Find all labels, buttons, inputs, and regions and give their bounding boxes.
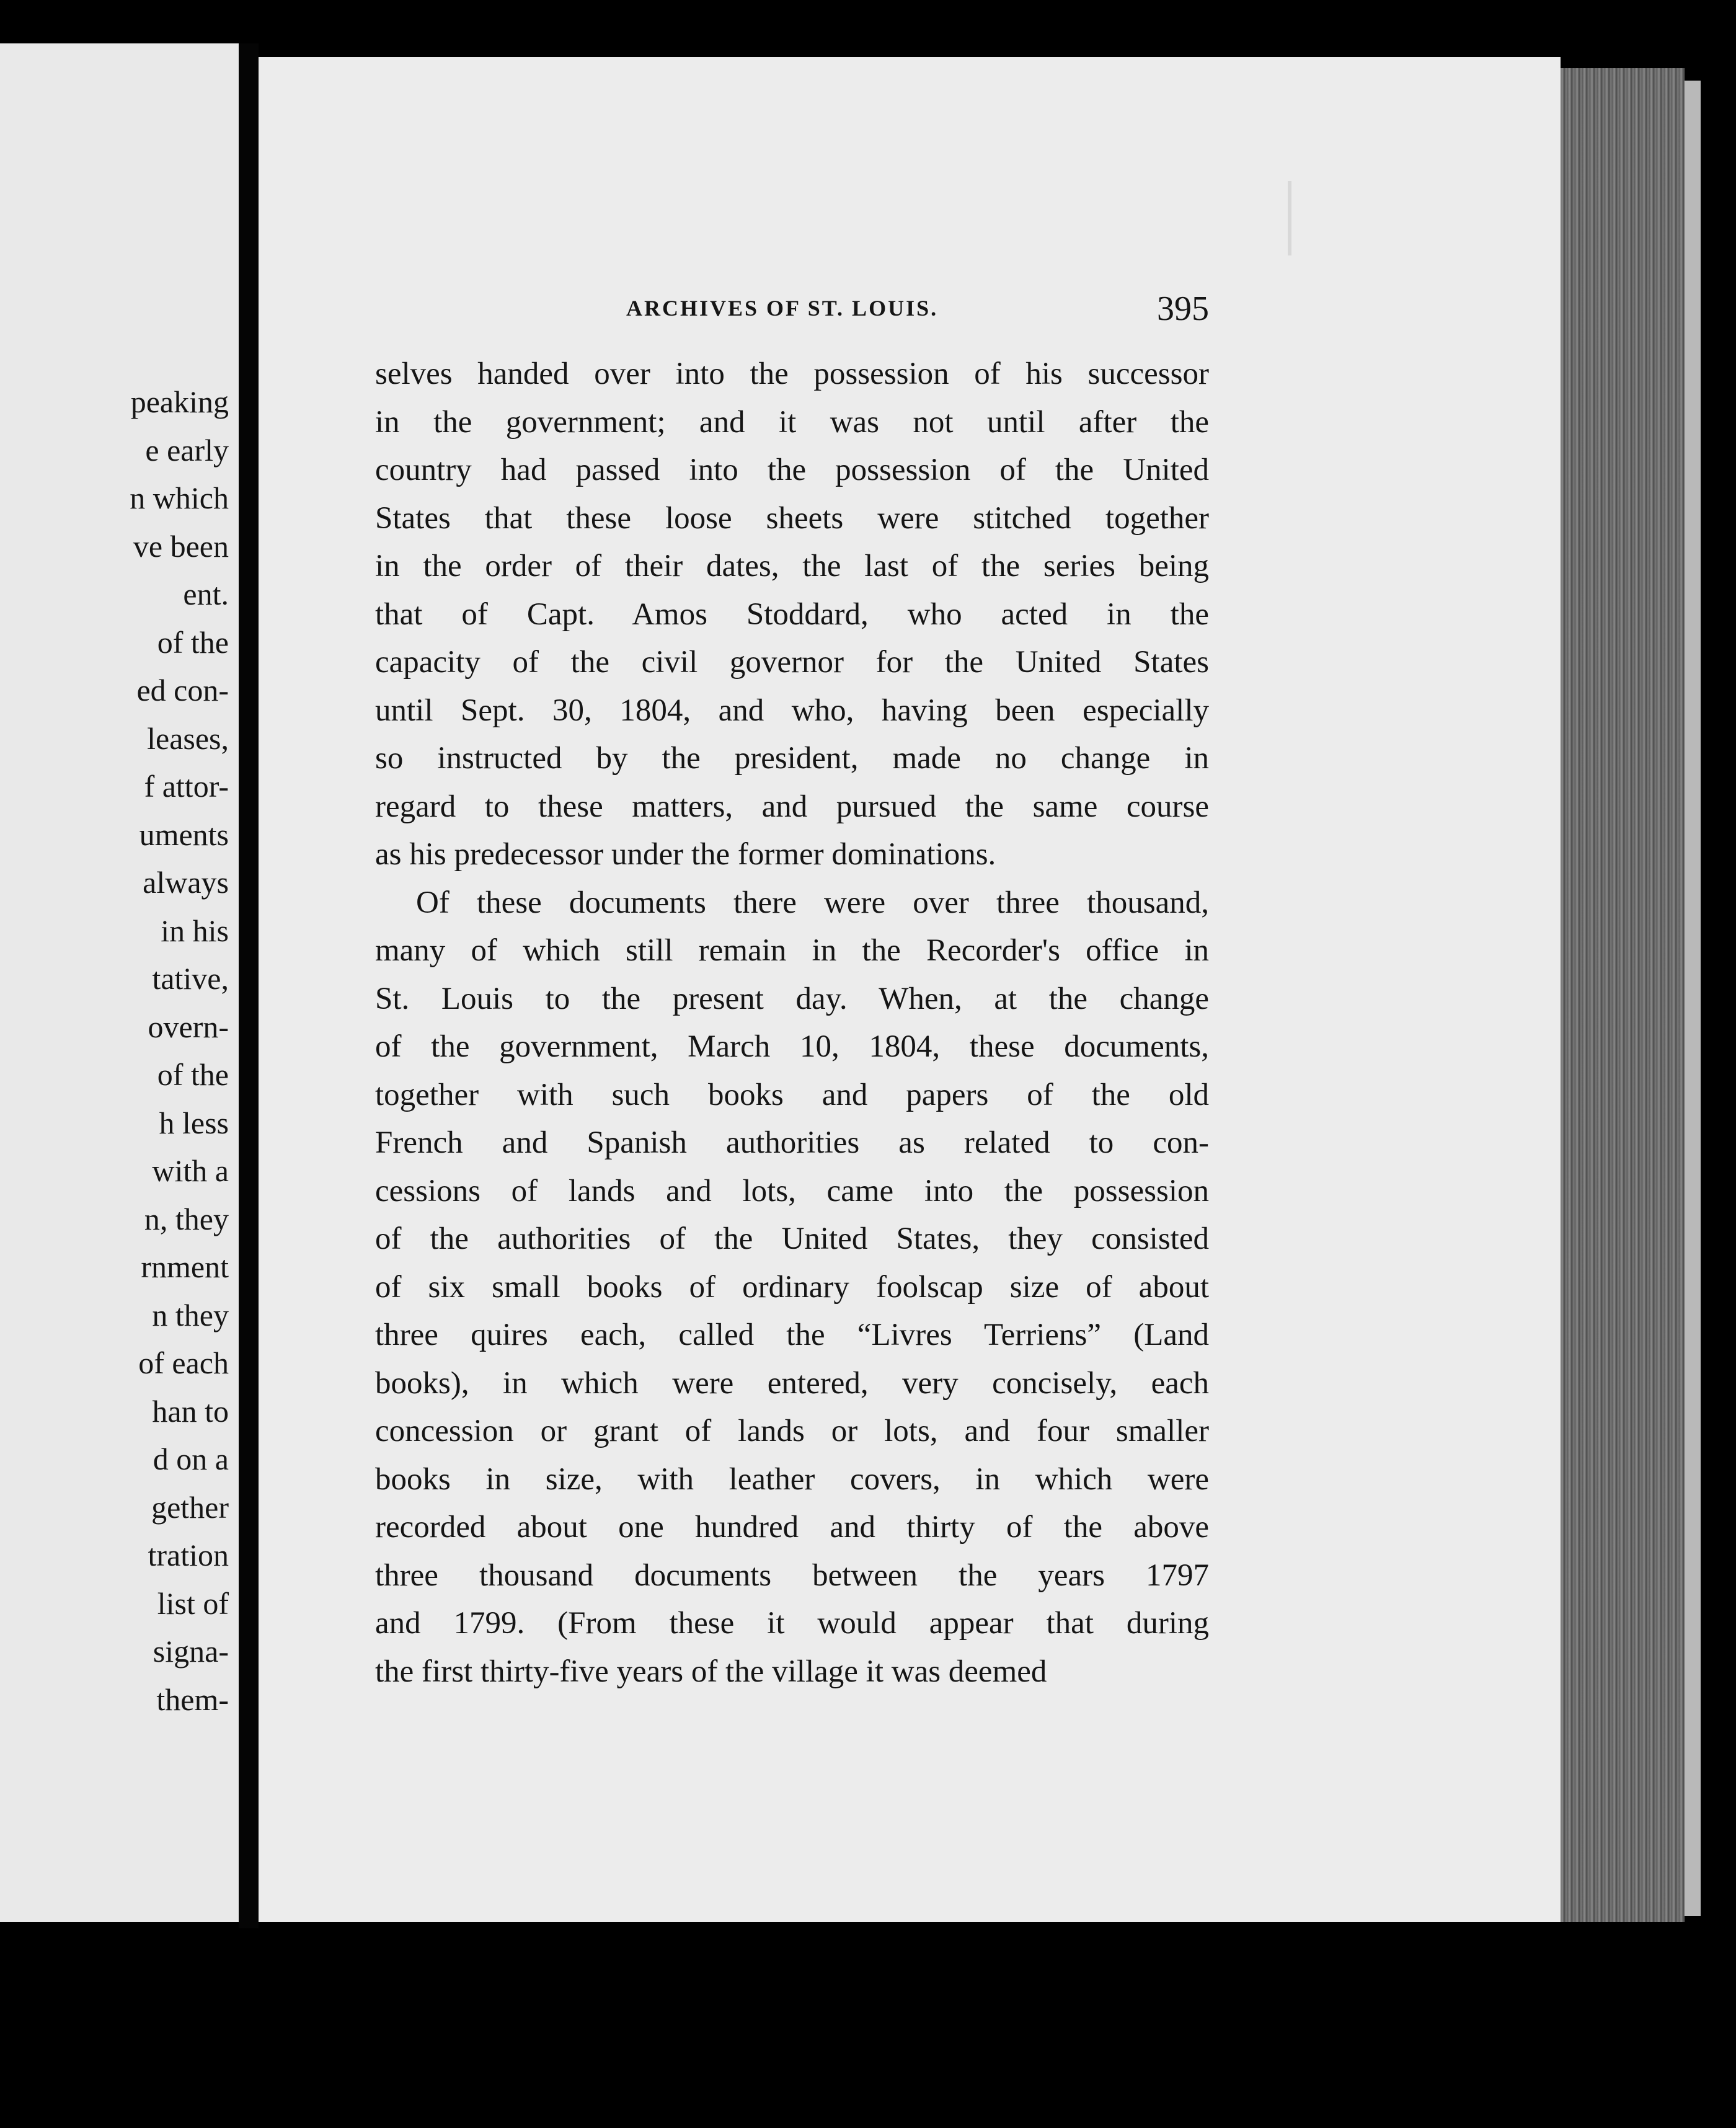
page-edges-outer — [1685, 81, 1701, 1916]
line-fragment: rnment — [141, 1249, 229, 1284]
line-fragment: peaking — [130, 384, 229, 419]
line-fragment: in his — [161, 913, 229, 948]
text-line: until Sept. 30, 1804, and who, having been especially — [375, 693, 1209, 728]
line-fragment: always — [143, 865, 229, 900]
text-line: recorded about one hundred and thirty of the above — [375, 1510, 1209, 1545]
line-fragment: ve been — [133, 528, 229, 564]
line-fragment: them- — [156, 1682, 229, 1717]
text-line: as his predecessor under the former dominations. — [375, 837, 996, 872]
text-line: so instructed by the president, made no change in — [375, 741, 1209, 776]
line-fragment: of each — [138, 1346, 229, 1380]
text-line: of the authorities of the United States, they consisted — [375, 1221, 1209, 1256]
text-line: that of Capt. Amos Stoddard, who acted in the — [375, 596, 1209, 632]
text-line: three quires each, called the “Livres Terriens” (Land — [375, 1318, 1209, 1352]
text-line: books in size, with leather covers, in which were — [375, 1461, 1209, 1497]
scan-artifact — [1288, 181, 1291, 255]
previous-page-fragment — [0, 43, 239, 1922]
running-head — [366, 291, 1209, 329]
line-fragment: tative, — [152, 961, 229, 996]
text-line: of six small books of ordinary foolscap size of about — [375, 1269, 1209, 1305]
text-line: St. Louis to the present day. When, at the change — [375, 981, 1209, 1016]
text-line: together with such books and papers of the old — [375, 1077, 1209, 1112]
line-fragment: ed con- — [136, 673, 229, 707]
line-fragment: leases, — [147, 720, 229, 756]
text-line: three thousand documents between the years 1797 — [375, 1558, 1209, 1593]
text-line: in the order of their dates, the last of the series being — [375, 549, 1209, 583]
page-body — [375, 350, 1209, 1696]
line-fragment: han to — [152, 1393, 229, 1429]
line-fragment: gether — [151, 1489, 229, 1525]
text-line: in the government; and it was not until after the — [375, 404, 1209, 440]
running-title: ARCHIVES OF ST. LOUIS. — [626, 296, 939, 321]
line-fragment: uments — [139, 817, 229, 852]
text-line: many of which still remain in the Recorder's office in — [375, 933, 1209, 968]
paragraph-2 — [375, 879, 1209, 1696]
line-fragment: signa- — [153, 1634, 229, 1669]
line-fragment: e early — [145, 432, 229, 468]
line-fragment: of the — [157, 624, 229, 660]
line-fragment: tration — [148, 1538, 229, 1572]
line-fragment: h less — [159, 1105, 229, 1140]
text-line: cessions of lands and lots, came into the possession — [375, 1173, 1209, 1208]
line-fragment: n, they — [144, 1201, 229, 1236]
text-line: the first thirty-five years of the village it was deemed — [375, 1654, 1047, 1689]
text-line: selves handed over into the possession of his successor — [375, 357, 1209, 391]
line-fragment: of the — [157, 1057, 229, 1092]
text-line: States that these loose sheets were stitched together — [375, 500, 1209, 536]
line-fragment: f attor- — [144, 769, 229, 804]
text-line: books), in which were entered, very concisely, each — [375, 1365, 1209, 1401]
text-line: Of these documents there were over three thousand, — [416, 885, 1209, 920]
previous-page-text — [130, 378, 229, 1724]
text-line: capacity of the civil governor for the United States — [375, 645, 1209, 680]
text-line: and 1799. (From these it would appear that during — [375, 1606, 1209, 1641]
line-fragment: list of — [157, 1585, 229, 1621]
page-number: 395 — [1157, 290, 1209, 328]
text-line: French and Spanish authorities as related to con- — [375, 1125, 1209, 1160]
line-fragment: d on a — [153, 1442, 229, 1476]
book-gutter — [239, 43, 259, 1928]
line-fragment: overn- — [148, 1009, 229, 1044]
paragraph-1 — [375, 350, 1209, 879]
text-line: regard to these matters, and pursued the same course — [375, 789, 1209, 824]
text-line: of the government, March 10, 1804, these documents, — [375, 1029, 1209, 1064]
text-line: concession or grant of lands or lots, and four smaller — [375, 1414, 1209, 1448]
text-line: country had passed into the possession of the United — [375, 453, 1209, 487]
line-fragment: n they — [152, 1297, 229, 1332]
page-edges — [1561, 68, 1685, 1922]
line-fragment: with a — [152, 1153, 229, 1188]
line-fragment: n which — [130, 481, 229, 515]
line-fragment: ent. — [183, 577, 229, 611]
